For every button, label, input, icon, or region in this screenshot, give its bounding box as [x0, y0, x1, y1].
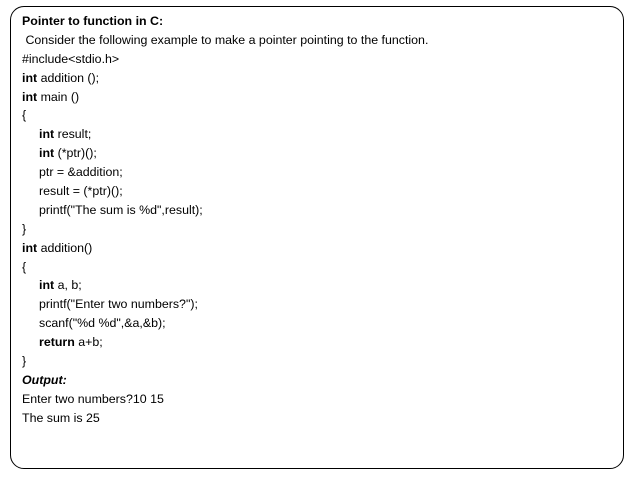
code-line-int-ab: int a, b;: [39, 278, 82, 293]
code-line-printf-prompt: printf("Enter two numbers?");: [39, 297, 198, 312]
code-line-result-call: result = (*ptr)();: [39, 184, 123, 199]
code-line-int-result: int result;: [39, 127, 92, 142]
code-line-main: int main (): [22, 89, 80, 104]
intro-text: Consider the following example to make a pointer pointing to the function.: [22, 32, 429, 47]
output-line: Enter two numbers?10 15: [22, 391, 164, 406]
code-line-open-brace: {: [22, 259, 27, 274]
code-line-int-ptr: int (*ptr)();: [39, 146, 97, 161]
code-line-close-brace: }: [22, 221, 27, 236]
code-line-include: #include<stdio.h>: [22, 51, 120, 66]
code-line-ptr-assign: ptr = &addition;: [39, 165, 123, 180]
output-label: Output:: [22, 372, 67, 387]
slide-content: [22, 12, 428, 428]
code-line-decl: int addition ();: [22, 70, 100, 85]
slide-title: Pointer to function in C:: [22, 14, 164, 28]
code-line-open-brace: {: [22, 108, 27, 123]
code-line-scanf: scanf("%d %d",&a,&b);: [39, 316, 166, 331]
code-line-close-brace: }: [22, 354, 27, 369]
code-line-printf-sum: printf("The sum is %d",result);: [39, 202, 203, 217]
output-line: The sum is 25: [22, 410, 100, 425]
code-line-func-def: int addition(): [22, 240, 93, 255]
code-line-return: return a+b;: [39, 335, 103, 350]
